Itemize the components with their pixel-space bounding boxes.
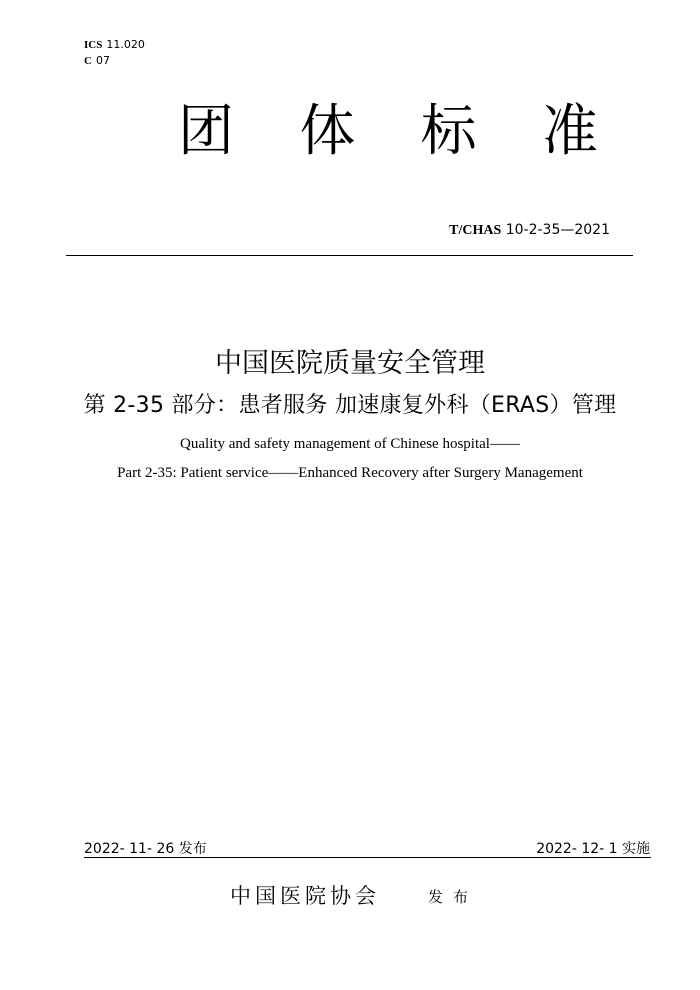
title-char-1: 团 <box>178 99 234 164</box>
ccs-value: 07 <box>95 54 110 67</box>
publisher-name: 中国医院协会 <box>230 884 380 908</box>
document-type-title <box>178 92 598 172</box>
chinese-title-line-2: 第 2-35 部分：患者服务 加速康复外科（ERAS）管理 <box>83 393 617 418</box>
ics-label: ICS <box>84 39 103 51</box>
ccs-code <box>84 53 145 69</box>
title-char-4: 准 <box>541 99 598 164</box>
title-char-3: 标 <box>420 99 477 164</box>
standard-number-value: 10-2-35—2021 <box>505 222 610 238</box>
ics-value: 11.020 <box>106 38 145 51</box>
ccs-label: C <box>84 55 92 67</box>
top-divider <box>66 255 633 256</box>
standard-number-prefix: T/CHAS <box>449 223 502 238</box>
classification-codes <box>84 37 145 69</box>
title-char-2: 体 <box>299 99 356 164</box>
english-title-line-1: Quality and safety management of Chinese hospital—— <box>180 436 520 452</box>
bottom-divider <box>84 857 651 858</box>
publish-date: 2022- 11- 26 发布 <box>84 841 207 857</box>
standard-number <box>449 222 610 239</box>
chinese-title-line-1: 中国医院质量安全管理 <box>215 348 485 379</box>
ics-code <box>84 37 145 53</box>
implementation-date: 2022- 12- 1 实施 <box>536 841 650 857</box>
publisher-action: 发布 <box>428 888 479 906</box>
english-title-line-2: Part 2-35: Patient service——Enhanced Recovery after Surgery Management <box>117 465 583 481</box>
